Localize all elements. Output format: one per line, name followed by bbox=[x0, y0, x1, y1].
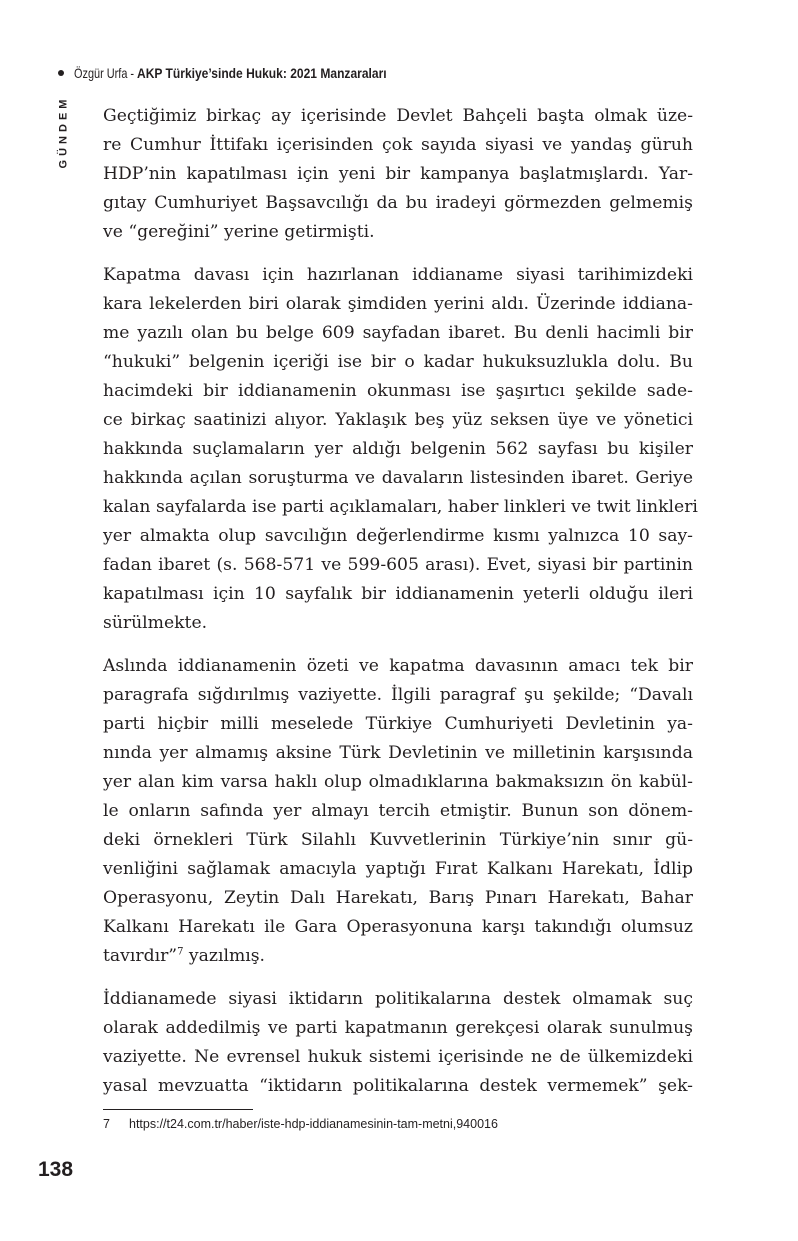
text-line: le onların safında yer almayı tercih etmiştir. Bunun son dönem- bbox=[103, 801, 693, 821]
section-label-text: GÜNDEM bbox=[57, 95, 70, 169]
header-author: Özgür Urfa - bbox=[74, 65, 135, 81]
text-line: Aslında iddianamenin özeti ve kapatma davasının amacı tek bir bbox=[103, 656, 693, 676]
text-line: hakkında açılan soruşturma ve davaların listesinden ibaret. Geriye bbox=[103, 468, 693, 488]
text-line: kara lekelerden biri olarak şimdiden yerini aldı. Üzerinde iddiana- bbox=[103, 294, 693, 314]
text-line: Kapatma davası için hazırlanan iddianame siyasi tarihimizdeki bbox=[103, 265, 693, 285]
footnote-link[interactable]: https://t24.com.tr/haber/iste-hdp-iddianamesinin-tam-metni,940016 bbox=[129, 1117, 498, 1131]
text-line: yasal mevzuatta “iktidarın politikalarına destek vermemek” şek- bbox=[103, 1076, 693, 1096]
text-line: Operasyonu, Zeytin Dalı Harekatı, Barış Pınarı Harekatı, Bahar bbox=[103, 888, 693, 908]
text-line: kapatılması için 10 sayfalık bir iddianamenin yeterli olduğu ileri bbox=[103, 584, 693, 604]
text-line: gıtay Cumhuriyet Başsavcılığı da bu iradeyi görmezden gelmemiş bbox=[103, 193, 693, 213]
footnote-number: 7 bbox=[103, 1117, 110, 1131]
text-line: olarak addedilmiş ve parti kapatmanın gerekçesi olarak sunulmuş bbox=[103, 1018, 693, 1038]
text-line: vaziyette. Ne evrensel hukuk sistemi içerisinde ne de ülkemizdeki bbox=[103, 1047, 693, 1067]
section-label bbox=[54, 90, 72, 174]
header-book-title: AKP Türkiye’sinde Hukuk: 2021 Manzaraları bbox=[137, 65, 387, 81]
text-line: venliğini sağlamak amacıyla yaptığı Fırat Kalkanı Harekatı, İdlip bbox=[103, 859, 693, 879]
text-line: sürülmekte. bbox=[103, 613, 208, 633]
text-line: HDP’nin kapatılması için yeni bir kampanya başlatmışlardı. Yar- bbox=[103, 164, 693, 184]
text-line: Geçtiğimiz birkaç ay içerisinde Devlet Bahçeli başta olmak üze- bbox=[103, 106, 693, 126]
running-header bbox=[58, 64, 427, 82]
body-text bbox=[103, 102, 698, 1115]
paragraph-4 bbox=[103, 985, 693, 1101]
text-line: deki örnekleri Türk Silahlı Kuvvetlerinin Türkiye’nin sınır gü- bbox=[103, 830, 693, 850]
text-line: kalan sayfalarda ise parti açıklamaları, haber linkleri ve twit linkleri bbox=[103, 497, 698, 517]
text-fragment: yazılmış. bbox=[183, 946, 266, 966]
text-line: İddianamede siyasi iktidarın politikalarına destek olmamak suç bbox=[103, 989, 693, 1009]
text-line: yer almakta olup savcılığın değerlendirme kısmı yalnızca 10 say- bbox=[103, 526, 693, 546]
text-line: fadan ibaret (s. 568-571 ve 599-605 arası). Evet, siyasi bir partinin bbox=[103, 555, 693, 575]
text-line: parti hiçbir milli meselede Türkiye Cumhuriyeti Devletinin ya- bbox=[103, 714, 693, 734]
text-line: Kalkanı Harekatı ile Gara Operasyonuna karşı takındığı olumsuz bbox=[103, 917, 693, 937]
paragraph-2 bbox=[103, 261, 698, 638]
text-line: hakkında suçlamaların yer aldığı belgenin 562 sayfası bu kişiler bbox=[103, 439, 693, 459]
page-number: 138 bbox=[38, 1158, 74, 1181]
footnote bbox=[103, 1116, 498, 1132]
text-line: nında yer almamış aksine Türk Devletinin ve milletinin karşısında bbox=[103, 743, 693, 763]
paragraph-1 bbox=[103, 102, 693, 247]
text-line: ve “gereğini” yerine getirmişti. bbox=[103, 222, 375, 242]
bullet-icon bbox=[58, 70, 64, 76]
footnote-reference[interactable]: 7 bbox=[177, 946, 184, 958]
text-line: me yazılı olan bu belge 609 sayfadan ibaret. Bu denli hacimli bir bbox=[103, 323, 693, 343]
text-line: “hukuki” belgenin içeriği ise bir o kadar hukuksuzlukla dolu. Bu bbox=[103, 352, 693, 372]
text-line: hacimdeki bir iddianamenin okunması ise şaşırtıcı şekilde sade- bbox=[103, 381, 693, 401]
text-line: paragrafa sığdırılmış vaziyette. İlgili paragraf şu şekilde; “Davalı bbox=[103, 685, 693, 705]
text-line: yer alan kim varsa haklı olup olmadıklarına bakmaksızın ön kabül- bbox=[103, 772, 693, 792]
text-line: re Cumhur İttifakı içerisinden çok sayıda siyasi ve yandaş güruh bbox=[103, 135, 693, 155]
text-line bbox=[103, 942, 693, 971]
paragraph-3 bbox=[103, 652, 693, 971]
footnote-divider bbox=[103, 1109, 253, 1110]
text-line: ce birkaç saatinizi alıyor. Yaklaşık beş yüz seksen üye ve yönetici bbox=[103, 410, 693, 430]
text-fragment: tavırdır” bbox=[103, 946, 178, 966]
